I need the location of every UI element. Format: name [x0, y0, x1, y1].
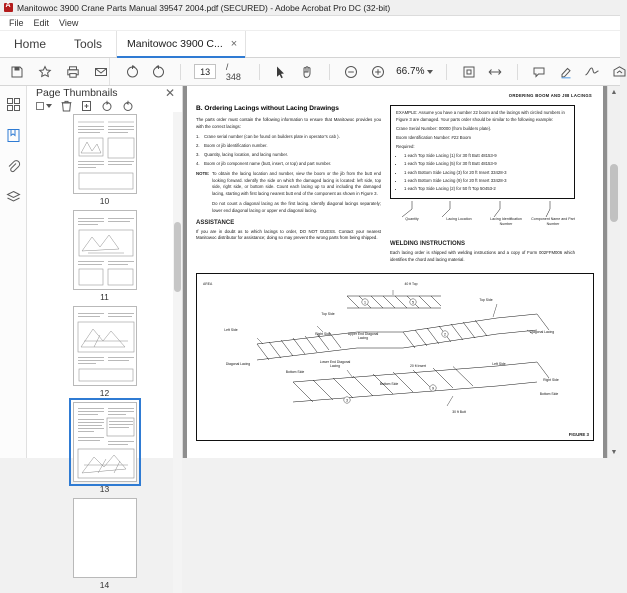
- list-item: • 1 each Bottom Side Lacing (9) for 20 ft Insert 33428-3: [404, 178, 569, 185]
- list-item[interactable]: [73, 498, 137, 593]
- example-lead: EXAMPLE: Assume you have a number 22 boom and the lacings with circled numbers in Figure 3 are damaged. Your parts order should be similar to the following example:: [396, 110, 565, 122]
- figure-label-left-side-2: Left Side: [492, 361, 506, 366]
- svg-text:1: 1: [364, 300, 366, 305]
- window-titlebar: [0, 0, 620, 16]
- figure-label-top-side-2: Top Side: [479, 297, 493, 302]
- page-thumbnail[interactable]: [73, 210, 137, 290]
- acrobat-icon: [4, 3, 13, 12]
- welding-title: WELDING INSTRUCTIONS: [390, 241, 465, 248]
- figure-label-bottom-side-3: Bottom Side: [539, 391, 559, 396]
- list-number: 1.: [196, 134, 200, 140]
- bookmarks-icon[interactable]: [4, 126, 22, 144]
- list-text: Boom or jib identification number.: [204, 143, 268, 149]
- figure-label-40ft-top: 40 ft Top: [404, 281, 418, 286]
- section-title: B. Ordering Lacings without Lacing Drawings: [196, 105, 339, 112]
- scroll-down-arrow-icon[interactable]: ▼: [610, 448, 618, 456]
- zoom-level-value: 66.7%: [396, 66, 425, 77]
- window-title: Manitowoc 3900 Crane Parts Manual 39547 2004.pdf (SECURED) - Adobe Acrobat Pro DC (32-bit): [17, 2, 391, 13]
- page-thumbnail[interactable]: [73, 306, 137, 386]
- toolbar-separator-2: [259, 64, 260, 80]
- toolbar-left-group: [0, 58, 110, 85]
- example-box: [390, 105, 575, 199]
- navigation-rail: [0, 86, 27, 458]
- print-icon[interactable]: [64, 63, 81, 80]
- fit-width-icon[interactable]: [487, 63, 504, 80]
- example-item-list: [396, 153, 569, 192]
- tab-document-label: Manitowoc 3900 C...: [127, 38, 223, 50]
- toolbar-separator-4: [446, 64, 447, 80]
- app-body: [0, 86, 620, 590]
- list-text: Boom or jib component name (butt, insert, or top) and part number.: [204, 160, 332, 166]
- layers-icon[interactable]: [4, 188, 22, 206]
- thumbnails-scrollbar[interactable]: [173, 112, 182, 593]
- example-boom-id: Boom Identification Number: #22 Boom: [396, 134, 471, 140]
- list-item: • 1 each Bottom Side Lacing (3) for 20 ft Insert 33428-3: [404, 170, 569, 177]
- toolbar-separator-3: [329, 64, 330, 80]
- list-number: 2.: [196, 143, 200, 149]
- tab-tools[interactable]: Tools: [74, 37, 103, 51]
- assistance-title: ASSISTANCE: [196, 219, 235, 226]
- list-item: • 1 each Top Side Lacing (5) for 30 ft Butt 48153-9: [404, 161, 569, 168]
- list-item[interactable]: [73, 306, 137, 401]
- document-scrollbar-thumb[interactable]: [610, 164, 618, 222]
- extract-page-icon[interactable]: [81, 100, 92, 112]
- document-page-view[interactable]: [183, 86, 607, 458]
- close-icon[interactable]: ✕: [164, 86, 175, 100]
- highlight-icon[interactable]: [557, 63, 574, 80]
- note-block-2: [196, 201, 381, 214]
- svg-text:5: 5: [412, 300, 414, 305]
- figure-label-diagonal-lacing-2: Diagonal Lacing: [225, 361, 251, 366]
- figure-label-top-side-1: Top Side: [321, 311, 335, 316]
- section-intro: The parts order must contain the following information to ensure that Manitowoc provides you with the correct lacings:: [196, 117, 381, 129]
- thumbnails-list: [27, 112, 182, 593]
- column-right: [390, 105, 575, 267]
- page-canvas: [187, 86, 603, 458]
- thumbnail-page-number: 11: [100, 292, 109, 302]
- figure-label-30ft-butt: 30 ft Butt: [452, 409, 466, 414]
- menu-file[interactable]: File: [9, 18, 24, 28]
- share-icon[interactable]: [611, 63, 627, 80]
- page-thumbnail[interactable]: [73, 114, 137, 194]
- thumbnails-header: [27, 86, 182, 100]
- rotate-ccw-icon[interactable]: [124, 63, 141, 80]
- menubar: [0, 16, 620, 31]
- toolbar: [0, 58, 620, 86]
- list-item: [196, 161, 381, 167]
- toolbar-right-group: [110, 62, 627, 82]
- figure-label-diagonal-lacing-1: Diagonal Lacing: [529, 329, 555, 334]
- hand-tool-icon[interactable]: [299, 63, 316, 80]
- zoom-in-icon[interactable]: [369, 63, 386, 80]
- welding-text: Each lacing order is shipped with welding instructions and a copy of Form 002FFM006 which identifies the chord and lacing material.: [390, 250, 575, 262]
- thumbnail-page-number: 10: [99, 196, 110, 206]
- figure-label-bottom-side-1: Bottom Side: [285, 369, 305, 374]
- delete-page-icon[interactable]: [61, 100, 72, 112]
- scroll-up-arrow-icon[interactable]: ▲: [610, 88, 618, 96]
- thumbnail-page-number: 14: [99, 580, 110, 590]
- list-item: • 1 each Top Side Lacing (1) for 30 ft Butt 48153-9: [404, 153, 569, 160]
- page-number-input[interactable]: 13: [194, 64, 216, 79]
- comment-icon[interactable]: [531, 63, 548, 80]
- note-label: NOTE:: [196, 171, 210, 177]
- svg-text:3: 3: [346, 398, 348, 403]
- figure-label-20ft-insert: 20 ft Insert: [409, 363, 427, 368]
- figure-label-bottom-side-2: Bottom Side: [379, 381, 399, 386]
- figure-label-upper-end-diagonal: Upper End Diagonal Lacing: [347, 331, 379, 341]
- page-thumbnails-panel: [27, 86, 183, 590]
- figure-label-right-side-1: Right Side: [315, 331, 331, 336]
- figure-label-lower-end-diagonal: Lower End Diagonal Lacing: [319, 359, 351, 369]
- close-icon[interactable]: ×: [230, 38, 238, 50]
- note-label-spacer: [196, 201, 212, 214]
- document-scrollbar[interactable]: [607, 86, 620, 458]
- list-item: [196, 143, 381, 149]
- zoom-out-icon[interactable]: [343, 63, 360, 80]
- running-header: ORDERING BOOM AND JIB LACINGS: [508, 93, 592, 98]
- svg-text:2: 2: [444, 332, 446, 337]
- signature-icon[interactable]: [584, 63, 601, 80]
- figure-caption: FIGURE 3: [568, 431, 589, 437]
- attachments-icon[interactable]: [4, 157, 22, 175]
- figure-3: [196, 273, 594, 441]
- callout-label-component: Component Name and Part Number: [531, 217, 575, 226]
- figure-label-left-side-1: Left Side: [224, 327, 238, 332]
- callout-diagram: [390, 201, 575, 235]
- list-text: Crane serial number (can be found on builders plate in operator's cab ).: [204, 134, 340, 140]
- save-icon[interactable]: [8, 63, 25, 80]
- tab-home[interactable]: Home: [14, 37, 47, 51]
- list-number: 4.: [196, 160, 200, 166]
- list-item[interactable]: [73, 210, 137, 305]
- menu-view[interactable]: View: [59, 18, 79, 28]
- list-item[interactable]: [73, 114, 137, 209]
- figure-area-label: AREA: [203, 281, 213, 286]
- svg-text:9: 9: [432, 386, 434, 391]
- column-left: [196, 105, 381, 267]
- toolbar-separator-5: [517, 64, 518, 80]
- page-thumbnail-current[interactable]: [73, 402, 137, 482]
- assistance-text: If you are in doubt as to which lacings to order, DO NOT GUESS. Contact your nearest Manitowoc distributor for assistance; doing so may prevent the wrong parts from being shipped.: [196, 228, 381, 241]
- list-item: [196, 134, 381, 140]
- toolbar-separator: [180, 64, 181, 80]
- callout-lines: [390, 201, 575, 221]
- tab-document[interactable]: [116, 31, 246, 57]
- example-required-label: Required:: [396, 143, 415, 149]
- list-item-selected[interactable]: [73, 402, 137, 497]
- list-number: 3.: [196, 151, 200, 157]
- figure-label-right-side-2: Right Side: [543, 377, 559, 382]
- rotate-cw-icon[interactable]: [122, 100, 134, 112]
- list-item: • 1 each Top Side Lacing (2) for 50 ft Top 50453-2: [404, 186, 569, 193]
- page-thumbnail[interactable]: [73, 498, 137, 578]
- page-total-label: / 348: [225, 61, 241, 82]
- note-block: [196, 171, 381, 197]
- thumbnail-page-number: 12: [99, 388, 110, 398]
- select-tool-icon[interactable]: [273, 63, 290, 80]
- list-text: Quantity, lacing location, and lacing number.: [204, 151, 288, 157]
- thumbnails-toolbar: [27, 100, 182, 112]
- list-item: [196, 152, 381, 158]
- thumbnails-scroll-area[interactable]: [27, 112, 182, 593]
- thumbnails-title: Page Thumbnails: [36, 87, 118, 99]
- zoom-level-select[interactable]: [396, 66, 433, 77]
- tab-strip: [0, 31, 620, 58]
- menu-edit[interactable]: Edit: [33, 18, 50, 28]
- figure-3-drawing: [197, 274, 593, 440]
- callout-label-quantity: Quantity: [405, 217, 419, 222]
- numbered-list: [196, 134, 381, 167]
- star-icon[interactable]: [36, 63, 53, 80]
- envelope-icon[interactable]: [92, 63, 109, 80]
- note-text-2: Do not count a diagonal lacing as the first lacing. Identify diagonal lacings separately; lower end diagonal lacing or upper end diagonal lacing.: [212, 201, 381, 213]
- page-thumbnails-icon[interactable]: [4, 95, 22, 113]
- rotate-cw-icon[interactable]: [151, 63, 168, 80]
- note-text: To obtain the lacing location and number, view the boom or the jib from the butt end looking forward. Identify the side on which the damaged lacing is located: left side, top side, right side, or bottom side. Count each lacing up to and including the damaged lacing, starting with first lacing nearest butt end of the component as shown in Figure 3.: [212, 171, 381, 196]
- fit-page-icon[interactable]: [460, 63, 477, 80]
- thumbnails-scrollbar-thumb[interactable]: [174, 222, 181, 292]
- grid-size-icon[interactable]: [36, 102, 52, 110]
- callout-label-lacing-id: Lacing Identification Number: [490, 217, 522, 226]
- thumbnail-page-number: 13: [99, 484, 110, 494]
- chevron-down-icon: [427, 70, 433, 74]
- example-serial: Crane Serial Number: 00000 (from builders plate).: [396, 126, 492, 132]
- rotate-ccw-icon[interactable]: [101, 100, 113, 112]
- page-columns: [196, 105, 594, 267]
- callout-label-lacing-location: Lacing Location: [446, 217, 472, 222]
